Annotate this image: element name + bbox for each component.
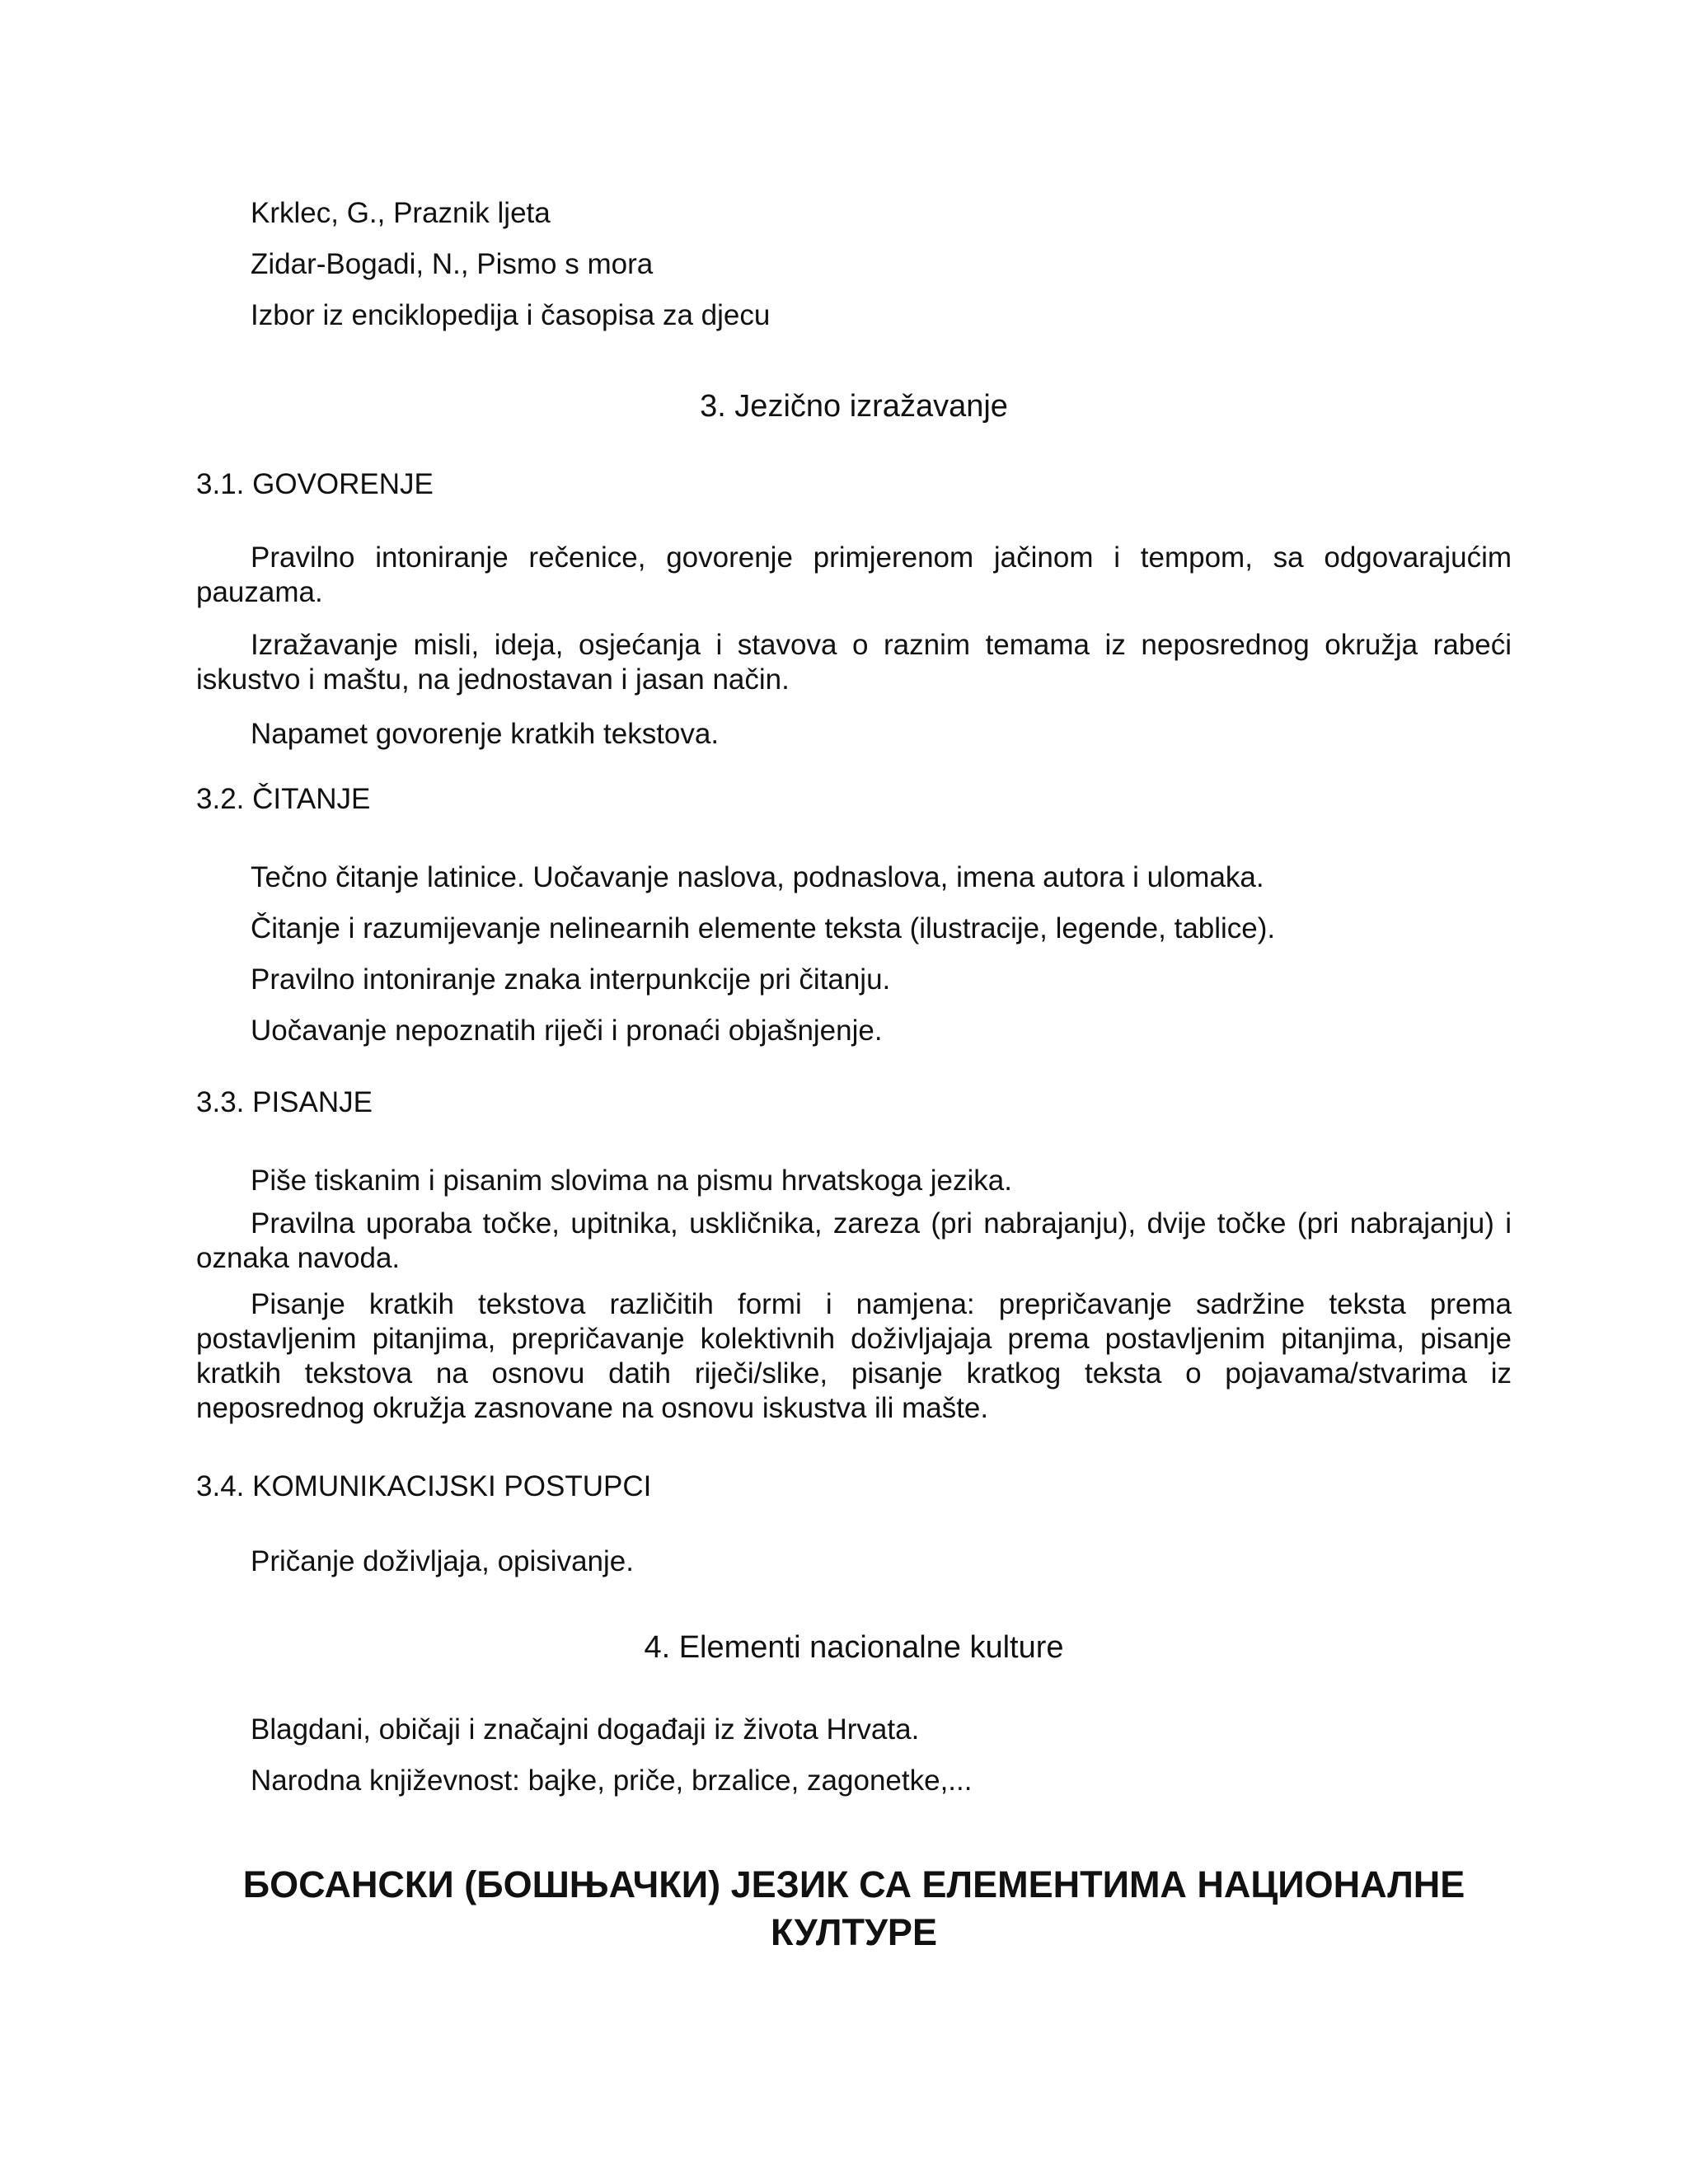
subsection-heading: 3.2. ČITANJE — [196, 783, 371, 815]
paragraph: Izražavanje misli, ideja, osjećanja i stavova o raznim temama iz neposrednog okružja rabeći iskustvo i maštu, na jednostavan i jasan način. — [196, 629, 1512, 696]
paragraph: Tečno čitanje latinice. Uočavanje naslova, podnaslova, imena autora i ulomaka. — [251, 861, 1264, 893]
next-subject-title — [196, 1861, 1512, 1957]
subsection-heading: 3.4. KOMUNIKACIJSKI POSTUPCI — [196, 1470, 652, 1502]
next-subject-title-line-2: КУЛТУРЕ — [771, 1911, 937, 1953]
paragraph: Pisanje kratkih tekstova različitih formi i namjena: prepričavanje sadržine teksta prema postavljenim pitanjima, prepričavanje kolektivnih doživljajaja prema postavljenim pitanjima, pisanje kratkih tekstova na osnovu datih riječi/slike, pisanje kratkog teksta o pojavama/stvarima iz neposrednog okružja zasnovane na osnovu iskustva ili mašte. — [196, 1288, 1512, 1424]
reading-list — [196, 188, 1512, 341]
subsection-3-2-body — [196, 852, 1512, 1057]
paragraph: Pravilno intoniranje rečenice, govorenje primjerenom jačinom i tempom, sa odgovarajućim pauzama. — [196, 541, 1512, 608]
subsection-heading: 3.1. GOVORENJE — [196, 468, 434, 500]
paragraph: Narodna književnost: bajke, priče, brzalice, zagonetke,... — [251, 1765, 973, 1797]
section-4-title: 4. Elementi nacionalne kulture — [644, 1630, 1064, 1665]
paragraph: Piše tiskanim i pisanim slovima na pismu hrvatskoga jezika. — [251, 1165, 1012, 1197]
section-3-title-block — [196, 389, 1512, 424]
paragraph: Napamet govorenje kratkih tekstova. — [251, 718, 720, 750]
subsection-heading: 3.3. PISANJE — [196, 1086, 373, 1118]
paragraph: Blagdani, običaji i značajni događaji iz života Hrvata. — [251, 1713, 920, 1746]
subsection-3-4-body — [196, 1536, 1512, 1587]
subsection-3-3 — [196, 1086, 1512, 1119]
reading-list-item: Izbor iz enciklopedija i časopisa za djecu — [251, 299, 771, 331]
subsection-3-4 — [196, 1470, 1512, 1503]
subsection-3-3-body — [196, 1155, 1512, 1426]
subsection-3-1-body — [196, 541, 1512, 760]
subsection-3-2 — [196, 783, 1512, 816]
paragraph: Pričanje doživljaja, opisivanje. — [251, 1545, 634, 1577]
paragraph: Pravilno intoniranje znaka interpunkcije pri čitanju. — [251, 963, 891, 996]
reading-list-item: Zidar-Bogadi, N., Pismo s mora — [251, 248, 654, 280]
document-page — [196, 0, 1512, 2184]
reading-list-item: Krklec, G., Praznik ljeta — [251, 197, 551, 229]
section-4-title-block — [196, 1630, 1512, 1666]
paragraph: Uočavanje nepoznatih riječi i pronaći objašnjenje. — [251, 1015, 883, 1047]
section-3-title: 3. Jezično izražavanje — [700, 389, 1008, 424]
paragraph: Pravilna uporaba točke, upitnika, uskličnika, zareza (pri nabrajanju), dvije točke (pri nabrajanju) i oznaka navoda. — [196, 1207, 1512, 1274]
section-4-body — [196, 1704, 1512, 1807]
next-subject-title-line-1: БОСАНСКИ (БОШЊАЧКИ) ЈЕЗИК СА ЕЛЕМЕНТИМА НАЦИОНАЛНЕ — [242, 1863, 1465, 1905]
paragraph: Čitanje i razumijevanje nelinearnih elemente teksta (ilustracije, legende, tablice). — [251, 912, 1276, 944]
subsection-3-1 — [196, 468, 1512, 501]
